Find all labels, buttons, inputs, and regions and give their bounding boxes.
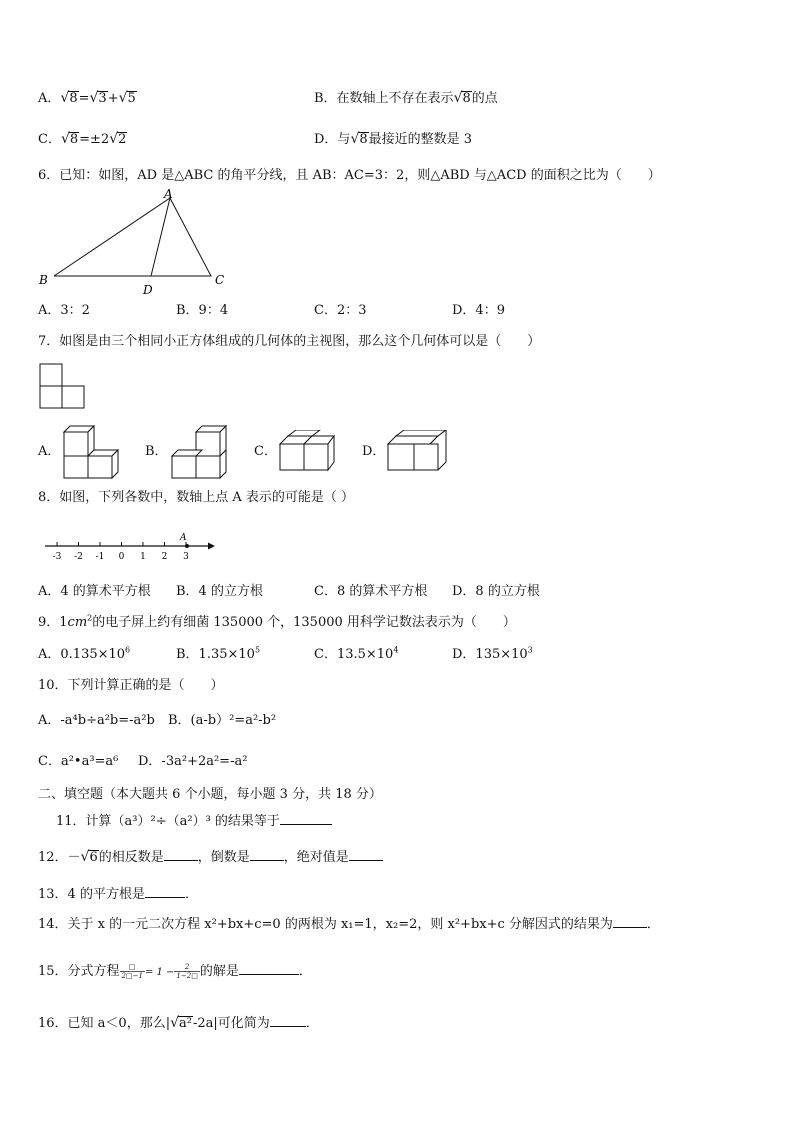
q8-number-line [40,528,220,564]
number-line-tick-label: 3 [183,552,189,562]
number-line-tick-label: 1 [140,552,146,562]
q15-answer-blank[interactable] [239,962,299,975]
q5-option-c: C．√8=±2√2 [38,131,127,147]
q9-option-b: B．$1.35\times 10^5$ [176,645,261,662]
q6-option-a: A．3：2 [38,303,90,318]
q6-triangle-figure [36,188,231,300]
q6-stem: 6．已知：如图，AD 是△ABC 的角平分线，且 AB：AC=3：2，则△ABD 与△ACD 的面积之比为（ ） [38,168,661,183]
q7-option-a-solid [62,424,122,480]
q12-blank-3[interactable] [349,848,383,861]
q8-stem: 8．如图，下列各数中，数轴上点 A 表示的可能是（ ） [38,490,355,505]
q9-option-a: A．$0.135\times 10^6$ [38,645,131,662]
q7-option-c-solid [278,430,338,474]
q7-option-a-label: A． [38,444,61,459]
vertex-label-b: B [39,273,48,287]
number-line-tick-label: 2 [161,552,168,562]
q12-blank-2[interactable] [250,848,284,861]
number-line-tick-label: -2 [74,552,83,562]
q6-option-d: D．4：9 [452,303,505,318]
vertex-label-a: A [164,188,173,201]
q10-option-a: A．-a⁴b÷a²b=-a²b [38,713,155,728]
q13-text: 13．4 的平方根是 ． [38,887,198,902]
q7-option-c-label: C． [254,444,277,459]
q6-option-b: B．9：4 [176,303,229,318]
q7-option-d-label: D． [362,444,386,459]
q7-front-view-figure [39,363,87,413]
q14-answer-blank[interactable] [613,915,647,928]
q10-option-b: B．(a-b）²=a²-b² [168,713,277,728]
number-line-tick-label: -1 [95,552,105,562]
q10-stem: 10．下列计算正确的是（ ） [38,678,224,693]
vertex-label-c: C [215,273,225,287]
number-line-tick-label: 0 [118,552,125,562]
q12-text: 12．－√6的相反数是 ，倒数是 ，绝对值是 [38,848,383,867]
q10-option-d: D．-3a²+2a²=-a² [138,754,248,769]
q8-option-a: A．4 的算术平方根 [38,584,151,599]
q16-text: 16．已知 a＜0，那么|√a²-2a|可化简为 ． [38,1015,319,1031]
q8-option-d: D．8 的立方根 [452,584,540,599]
q15-fraction-right: $\frac{2}{1-2□}$ [176,963,198,980]
q12-blank-1[interactable] [164,848,198,861]
q9-option-c: C．$13.5\times 10^4$ [314,645,399,662]
q9-stem: 9．$1cm^2$的电子屏上约有细菌 135000 个，135000 用科学记数法表示为（ ） [38,613,516,630]
section-2-title: 二、填空题（本大题共 6 个小题，每小题 3 分，共 18 分） [38,787,382,802]
q15-text: 15．分式方程 $\frac{□}{2□-1}$ = 1 − $\frac{2}{1-2□}$ 的解是 ． [38,963,312,980]
q11-answer-blank[interactable] [280,812,332,825]
q7-option-b-solid [170,424,230,480]
point-a-label: A [180,533,187,543]
q11-text: 11．计算（a³）²÷（a²）³ 的结果等于 [56,812,332,831]
q7-stem: 7．如图是由三个相同小正方体组成的几何体的主视图，那么这个几何体可以是（ ） [38,334,541,349]
q16-answer-blank[interactable] [270,1014,306,1027]
q7-option-b-label: B． [145,444,168,459]
q8-option-c: C．8 的算术平方根 [314,584,428,599]
q5-option-a: A．√8=√3+√5 [38,90,136,106]
point-a-marker [185,544,189,548]
number-line-tick-label: -3 [52,552,62,562]
q15-fraction-left: $\frac{□}{2□-1}$ [121,963,143,980]
q9-option-d: D．$135\times 10^3$ [452,645,533,662]
q6-option-c: C．2：3 [314,303,367,318]
vertex-label-d: D [143,283,153,297]
q7-option-d-solid [386,430,452,474]
q8-option-b: B．4 的立方根 [176,584,263,599]
q14-text: 14．关于 x 的一元二次方程 x²+bx+c=0 的两根为 x₁=1，x₂=2，则 x²+bx+c 分解因式的结果为 ． [38,917,660,932]
q13-answer-blank[interactable] [145,885,185,898]
q10-option-c: C．a²•a³=a⁶ [38,754,119,769]
q5-option-d: D．与√8最接近的整数是 3 [314,131,473,147]
q5-option-b: B．在数轴上不存在表示√8的点 [314,90,498,106]
